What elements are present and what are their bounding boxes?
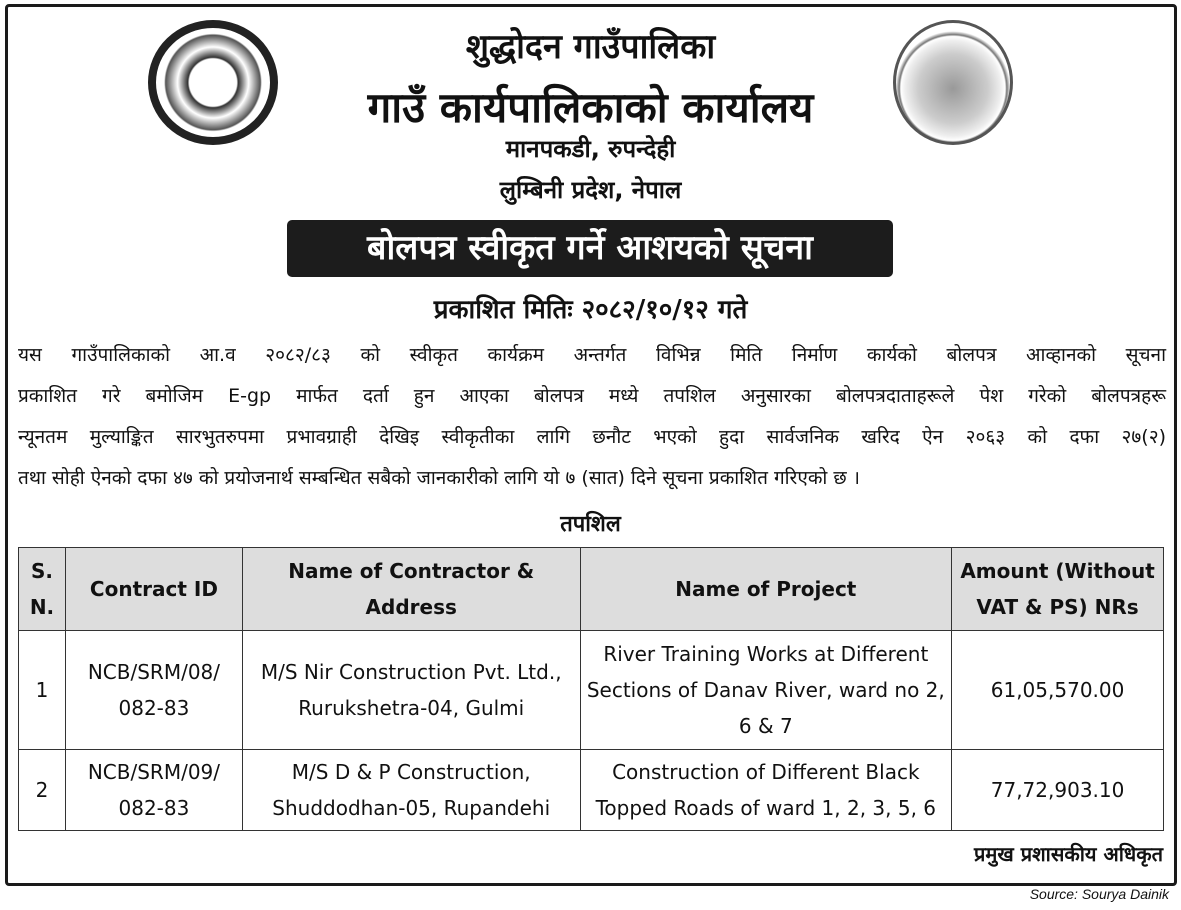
header-contract-id: Contract ID <box>65 548 242 631</box>
notice-title-banner: बोलपत्र स्वीकृत गर्ने आशयको सूचना <box>287 220 893 277</box>
body-line: यस गाउँपालिकाको आ.व २०८२/८३ को स्वीकृत कार्यक्रम अन्तर्गत विभिन्न मिति निर्माण कार्यको बोलपत्र आव्हानको सूचना <box>18 344 1166 366</box>
office-name: गाउँ कार्यपालिकाको कार्यालय <box>367 83 814 132</box>
body-line: तथा सोही ऐनको दफा ४७ को प्रयोजनार्थ सम्बन्धित सबैको जानकारीको लागि यो ७ (सात) दिने सूचना प्रकाशित गरिएको छ । <box>18 467 860 489</box>
notice-body <box>18 335 1166 499</box>
municipality-name: शुद्धोदन गाउँपालिका <box>465 27 716 67</box>
signatory: प्रमुख प्रशासकीय अधिकृत <box>974 842 1163 866</box>
cell-sn: 2 <box>19 750 66 831</box>
header-contractor: Name of Contractor & Address <box>242 548 580 631</box>
header-amount: Amount (Without VAT & PS) NRs <box>952 548 1164 631</box>
cell-contract-id: NCB/SRM/08/ 082-83 <box>65 631 242 750</box>
table-row <box>19 631 1164 750</box>
header-project: Name of Project <box>580 548 952 631</box>
body-line: न्यूनतम मुल्याङ्कित सारभुतरुपमा प्रभावग्राही देखिइ स्वीकृतीका लागि छनौट भएको हुदा सार्वजनिक खरिद ऐन २०६३ को दफा २७(२) <box>18 426 1166 448</box>
body-line: प्रकाशित गरे बमोजिम E-gp मार्फत दर्ता हुन आएका बोलपत्र मध्ये तपशिल अनुसारका बोलपत्रदाताहरूले पेश गरेको बोलपत्रहरू <box>18 385 1166 407</box>
office-province: लुम्बिनी प्रदेश, नेपाल <box>499 176 682 204</box>
table-title: तपशिल <box>560 512 621 537</box>
contracts-table <box>18 547 1164 831</box>
cell-contractor: M/S D & P Construction, Shuddodhan-05, Rupandehi <box>242 750 580 831</box>
source-credit: Source: Sourya Dainik <box>1029 886 1169 902</box>
header-sn: S. N. <box>19 548 66 631</box>
cell-amount: 61,05,570.00 <box>952 631 1164 750</box>
cell-project: Construction of Different Black Topped Roads of ward 1, 2, 3, 5, 6 <box>580 750 952 831</box>
cell-project: River Training Works at Different Sections of Danav River, ward no 2, 6 & 7 <box>580 631 952 750</box>
cell-sn: 1 <box>19 631 66 750</box>
cell-amount: 77,72,903.10 <box>952 750 1164 831</box>
cell-contract-id: NCB/SRM/09/ 082-83 <box>65 750 242 831</box>
cell-contractor: M/S Nir Construction Pvt. Ltd., Rurukshetra-04, Gulmi <box>242 631 580 750</box>
table-row <box>19 750 1164 831</box>
published-date: प्रकाशित मितिः २०८२/१०/१२ गते <box>433 295 748 325</box>
table-header-row <box>19 548 1164 631</box>
office-location: मानपकडी, रुपन्देही <box>505 135 676 163</box>
